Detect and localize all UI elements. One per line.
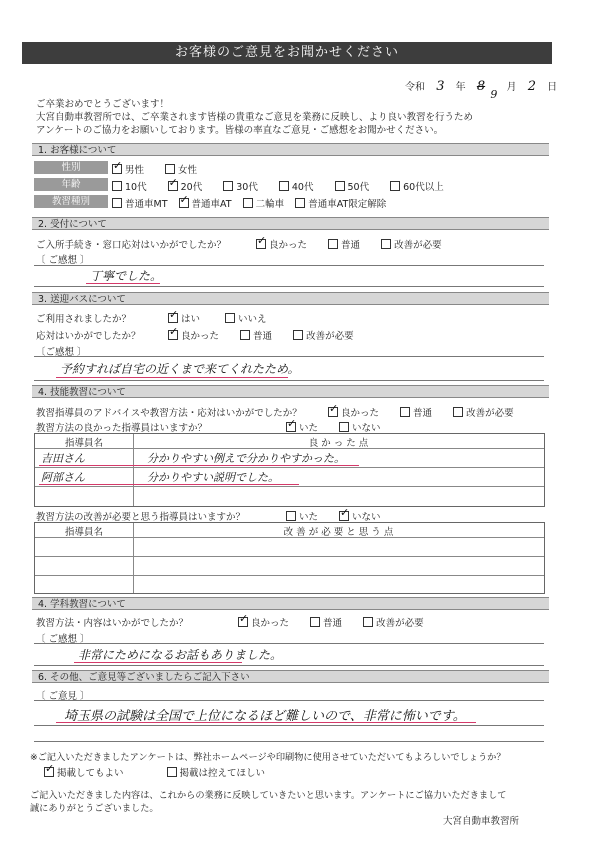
gender-options [112,162,215,176]
bad-instructor-yes-option[interactable]: いた [286,509,318,523]
bus-service-question: 応対はいかがでしたか？ [36,331,141,342]
date-field [405,78,558,101]
other-comment: 埼玉県の試験は全国で上位になるほど難しいので、非常に怖いです。 [64,709,466,724]
reception-normal-option[interactable]: 普通 [328,237,360,251]
age-40s-option[interactable]: 40代 [279,179,314,193]
other-comment-label: 〔 ご意見 〕 [36,691,90,702]
section-header-bus: 3. 送迎バスについて [32,292,549,305]
section-header-technical: 4. 技能教習について [32,385,549,398]
gender-label: 性別 [34,161,108,174]
age-20s-option[interactable]: ✓ 20代 [168,179,203,193]
technical-q2: 教習方法の良かった指導員はいますか？ [36,423,208,434]
reception-question: ご入所手続き・窓口応対はいかがでしたか？ [36,240,227,251]
age-30s-option[interactable]: 30代 [223,179,258,193]
classroom-improve-option[interactable]: 改善が必要 [363,615,424,629]
column-header: 指導員名 [64,438,103,449]
divider [34,741,544,742]
course-options [112,196,404,210]
section-header-classroom: 4. 学科教習について [32,597,549,610]
age-50s-option[interactable]: 50代 [335,179,370,193]
bus-improve-option[interactable]: 改善が必要 [293,328,354,342]
classroom-good-option[interactable]: ✓ 良かった [238,615,289,629]
bus-normal-option[interactable]: 普通 [240,328,272,342]
reception-options [256,237,460,251]
intro-text [36,98,473,137]
improve-instructor-table [34,522,545,594]
technical-q1: 教習指導員のアドバイスや教習方法・応対はいかがでしたか？ [36,408,302,419]
company-name: 大宮自動車教習所 [443,816,520,827]
section-header-other: 6. その他、ご意見等ございましたらご記入下さい [32,670,549,683]
good-instructor-table [34,433,545,507]
technical-improve-option[interactable]: 改善が必要 [453,405,514,419]
intro-line: アンケートのご協力をお願いしております。皆様の率直なご意見・ご感想をお聞かせください。 [36,125,444,136]
table-cell-name: 吉田さん [41,452,85,465]
date-year: 3 [436,79,445,94]
classroom-comment: 非常にためになるお話もありました。 [78,648,283,662]
column-header: 改 善 が 必 要 と 思 う 点 [283,527,394,538]
technical-normal-option[interactable]: 普通 [400,405,432,419]
reception-comment: 丁寧でした。 [90,269,163,283]
table-cell-name: 阿部さん [41,471,85,484]
column-header: 良 か っ た 点 [308,438,369,449]
classroom-options [238,615,442,629]
classroom-comment-label: 〔 ご感想 〕 [36,634,90,645]
age-60plus-option[interactable]: 60代以上 [390,179,444,193]
course-label: 教習種別 [34,195,108,208]
divider [34,725,544,726]
checkbox[interactable] [112,164,122,174]
column-header: 指導員名 [64,527,103,538]
publication-options [44,765,283,779]
publish-yes-option[interactable]: ✓掲載してもよい [44,765,124,779]
bad-instructor-no-option[interactable]: ✓ いない [339,509,381,523]
divider [34,643,544,644]
good-instructor-yes-option[interactable]: ✓ いた [286,420,318,434]
table-cell-point: 分かりやすい例えで分かりやすかった。 [147,452,345,465]
reception-comment-label: 〔 ご感想 〕 [36,255,90,266]
bus-use-question: ご利用されましたか？ [36,314,132,325]
course-mt-option[interactable]: 普通車MT [112,196,168,210]
course-motorcycle-option[interactable]: 二輪車 [243,196,285,210]
date-era: 令和 [405,82,425,93]
divider [34,700,544,701]
intro-line: ご卒業おめでとうございます！ [36,99,170,110]
intro-line: 大宮自動車教習所では、ご卒業されます皆様の貴重なご意見を業務に反映し、より良い教習を行うため [36,112,474,123]
publish-no-option[interactable]: 掲載は控えてほしい [167,765,266,779]
bus-use-yes-option[interactable]: ✓ はい [168,311,200,325]
underline [39,484,299,485]
technical-good-option[interactable]: ✓ 良かった [328,405,379,419]
underline [39,465,359,466]
date-month-struck: 8 [476,79,486,94]
underline [74,662,242,663]
divider [34,665,544,666]
thanks-line: 誠にありがとうございました。 [30,803,159,814]
underline [56,377,288,378]
age-10s-option[interactable]: 10代 [112,179,147,193]
gender-male-option[interactable]: ✓ 男性 [112,162,144,176]
publication-note: ※ご記入いただきましたアンケートは、弊社ホームページや印刷物に使用させていただいてもよろしいでしょうか？ [30,752,506,763]
reception-improve-option[interactable]: 改善が必要 [381,237,442,251]
classroom-question: 教習方法・内容はいかがでしたか？ [36,618,189,629]
underline [86,283,160,284]
bus-good-option[interactable]: ✓ 良かった [168,328,219,342]
bus-use-no-option[interactable]: いいえ [225,311,267,325]
date-day-unit: 日 [547,82,558,93]
good-instructor-no-option[interactable]: いない [339,420,381,434]
form-title: お客様のご意見をお聞かせください [22,42,552,64]
technical-q1-options [328,405,532,419]
reception-good-option[interactable]: ✓ 良かった [256,237,307,251]
section-header-customer: 1. お客様について [32,143,549,156]
bus-comment: 予約すれば自宅の近くまで来てくれたため。 [60,362,300,376]
divider [34,265,544,266]
gender-female-option[interactable]: 女性 [165,162,197,176]
thanks-line: ご記入いただきました内容は、これからの業務に反映していきたいと思います。アンケートにご協力いただきまして [30,790,507,801]
date-month-unit: 月 [506,82,517,93]
checkbox[interactable] [165,164,175,174]
bus-use-options [168,311,285,325]
course-at-option[interactable]: ✓ 普通車AT [179,196,232,210]
underline [56,722,476,723]
age-label: 年齢 [34,178,108,191]
course-at-release-option[interactable]: 普通車AT限定解除 [295,196,386,210]
date-month: 9 [490,88,498,101]
technical-q3: 教習方法の改善が必要と思う指導員はいますか？ [36,512,246,523]
technical-q2-options [286,420,399,434]
technical-q3-options [286,509,399,523]
table-cell-point: 分かりやすい説明でした。 [147,471,279,484]
age-options [112,179,462,193]
divider [34,286,544,287]
divider [34,380,544,381]
date-year-unit: 年 [455,82,466,93]
bus-comment-label: 〔ご感想 〕 [36,347,87,358]
divider [34,356,544,357]
classroom-normal-option[interactable]: 普通 [310,615,342,629]
date-day: 2 [527,79,536,94]
bus-service-options [168,328,372,342]
section-header-reception: 2. 受付について [32,217,549,230]
